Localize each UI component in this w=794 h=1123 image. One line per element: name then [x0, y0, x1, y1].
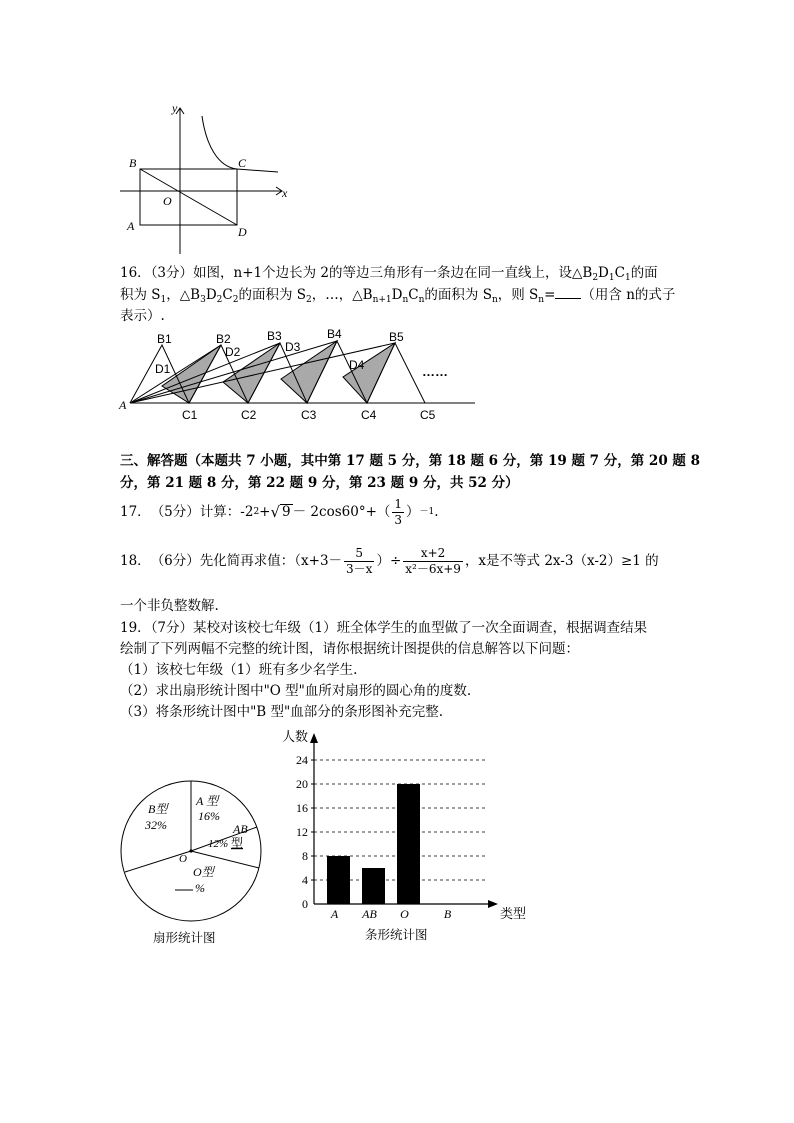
- point-b-label: B: [129, 156, 137, 170]
- q16-text2h: （用含 n的式子: [581, 287, 676, 303]
- section3-heading-line2: 分，第 21 题 8 分，第 22 题 9 分，第 23 题 9 分，共 52 分）: [120, 475, 519, 491]
- ellipsis: ……: [422, 364, 448, 379]
- sqrt-symbol: √: [270, 503, 281, 521]
- q19-sub3: （3）将条形统计图中"B 型"血部分的条形图补充完整.: [120, 704, 444, 720]
- q17-line: [120, 496, 439, 527]
- label-b3: B3: [267, 329, 282, 343]
- pie-a-pct: 16%: [198, 809, 220, 823]
- pie-caption: 扇形统计图: [153, 931, 216, 945]
- bar-x-label: 类型: [500, 906, 527, 921]
- figure-15-coordinate-graph: [110, 100, 300, 260]
- pie-ab-label1: AB: [233, 822, 248, 836]
- q17-number: 17．: [120, 504, 151, 520]
- pie-b-pct: 32%: [145, 818, 167, 832]
- q19-sub1: （1）该校七年级（1）班有多少名学生.: [120, 662, 358, 678]
- label-d2: D2: [225, 345, 241, 359]
- q16-text2a: 积为 S: [120, 287, 161, 303]
- q16-text2g: =: [544, 287, 556, 303]
- q19-text1: 某校对该校七年级（1）班全体学生的血型做了一次全面调查，根据调查结果: [193, 620, 648, 636]
- q17-after: ）: [406, 504, 420, 520]
- bar-y-tick-label: 12: [296, 825, 308, 839]
- bar-chart: [270, 725, 540, 950]
- pie-o-label: O型: [193, 865, 214, 879]
- pie-o-pct: %: [195, 881, 205, 895]
- q16-text2f: ，则 S: [497, 287, 539, 303]
- q17-middle: － 2cos60°+（: [292, 504, 391, 520]
- q17-end: .: [434, 504, 439, 520]
- bar-y-tick-label: 20: [296, 777, 308, 791]
- q16-text2c: 的面积为 S: [238, 287, 307, 303]
- q17-plus: +: [259, 504, 271, 520]
- q16-line3: 表示）.: [120, 308, 165, 324]
- point-o-label: O: [163, 194, 172, 208]
- q16-text1: 如图，n+1个边长为 2的等边三角形有一条边在同一直线上，设△B: [193, 265, 593, 281]
- q16-text2e: 的面积为 S: [424, 287, 492, 303]
- q19-line1: [120, 618, 647, 638]
- point-a-label: A: [127, 219, 135, 233]
- pie-ab-pct: 12%: [208, 838, 229, 850]
- label-b2: B2: [216, 332, 231, 346]
- q18-score: （6分）: [150, 553, 200, 569]
- section3-heading-line1: 三、解答题（本题共 7 小题，其中第 17 题 5 分，第 18 题 6 分，第 19 题 7 分，第 20 题 8: [120, 453, 701, 469]
- q17-score: （5分）: [150, 504, 200, 520]
- label-c1: C1: [182, 408, 198, 422]
- bar-y-label: 人数: [282, 729, 309, 744]
- point-c-label: C: [238, 156, 247, 170]
- label-c2: C2: [241, 408, 257, 422]
- label-d3: D3: [285, 340, 301, 354]
- label-a: A: [119, 398, 127, 412]
- q16-line1: 16．（3分）如图，n+1个边长为 2的等边三角形有一条边在同一直线上，设$\triangle B_2D_1C_1$的面: [120, 265, 658, 283]
- pie-a-label: A 型: [196, 794, 219, 808]
- pie-ab-label2: 型: [231, 836, 244, 850]
- q17-exp-neg1: －1: [419, 507, 435, 517]
- bar-y-tick-label: 8: [302, 849, 308, 863]
- label-b4: B4: [327, 328, 342, 341]
- q17-fraction: $\frac{1}{3}$: [394, 496, 403, 527]
- bar-y-arrow: [310, 733, 318, 743]
- q19-score: （7分）: [150, 620, 194, 636]
- q18-tail: ，x是不等式 2x-3（x-2）≥1 的: [464, 553, 659, 569]
- q16-answer-blank[interactable]: [555, 286, 581, 299]
- pie-chart: [115, 775, 275, 950]
- q16-line2: 积为 $S_1$，$\triangle B_3D_2C_2$的面积为 $S_2$，…，$\triangle B_{n+1}D_nC_n$的面积为 $S_n$，则 $S_n=$ （用含 n的式子: [120, 287, 676, 305]
- bar-category-label: A: [330, 907, 339, 921]
- q16-text2b: ，△B: [166, 287, 201, 303]
- q18-fraction2: $\frac{x+2}{\text{x²－6x+9}}$: [405, 545, 461, 576]
- bar-y-tick-label: 24: [296, 753, 308, 767]
- q16-score: （3分）: [150, 265, 194, 281]
- q18-intro: 先化简再求值：（x+3－: [199, 553, 343, 569]
- q17-radicand: 9: [282, 504, 291, 520]
- label-c4: C4: [361, 408, 377, 422]
- label-d1: D1: [155, 362, 171, 376]
- label-d4: D4: [349, 358, 365, 372]
- bar-y-tick-label: 0: [302, 897, 308, 911]
- axis-x-label: x: [282, 186, 288, 200]
- pie-center-label: O: [179, 853, 187, 865]
- bar-category-label: AB: [362, 907, 377, 921]
- label-c5: C5: [420, 408, 436, 422]
- point-d-label: D: [238, 225, 247, 239]
- q18-line1: [120, 543, 659, 579]
- label-c3: C3: [301, 408, 317, 422]
- q19-line2: 绘制了下列两幅不完整的统计图，请你根据统计图提供的信息解答以下问题：: [120, 641, 579, 657]
- pie-b-label: B型: [148, 802, 168, 816]
- q18-div: ）÷: [376, 553, 402, 569]
- label-b1: B1: [157, 332, 172, 346]
- bar-category-label: O: [400, 907, 409, 921]
- q17-prefix: 计算：-2: [199, 504, 254, 520]
- bar-a: [327, 856, 350, 904]
- label-b5: B5: [389, 330, 404, 344]
- q18-number: 18．: [120, 553, 151, 569]
- q18-fraction1: $\frac{5}{3-x}$: [346, 545, 373, 576]
- bar-o: [397, 784, 420, 904]
- q16-text2d: ，…，△B: [311, 287, 373, 303]
- bar-category-label: B: [443, 907, 452, 921]
- q16-number: 16．: [120, 265, 151, 281]
- bar-x-arrow: [488, 900, 498, 908]
- q18-line2: 一个非负整数解.: [120, 598, 219, 614]
- bar-title: 条形统计图: [365, 928, 428, 942]
- axis-y-label: y: [172, 101, 178, 115]
- q17-exp: 2: [253, 507, 260, 517]
- q19-number: 19．: [120, 620, 151, 636]
- bar-ab: [362, 868, 385, 904]
- q16-text1-tail: 的面: [630, 265, 658, 281]
- q19-sub2: （2）求出扇形统计图中"O 型"血所对扇形的圆心角的度数.: [120, 683, 472, 699]
- bar-y-tick-label: 4: [302, 873, 308, 887]
- figure-16-triangles: [115, 328, 485, 428]
- bar-y-tick-label: 16: [296, 801, 308, 815]
